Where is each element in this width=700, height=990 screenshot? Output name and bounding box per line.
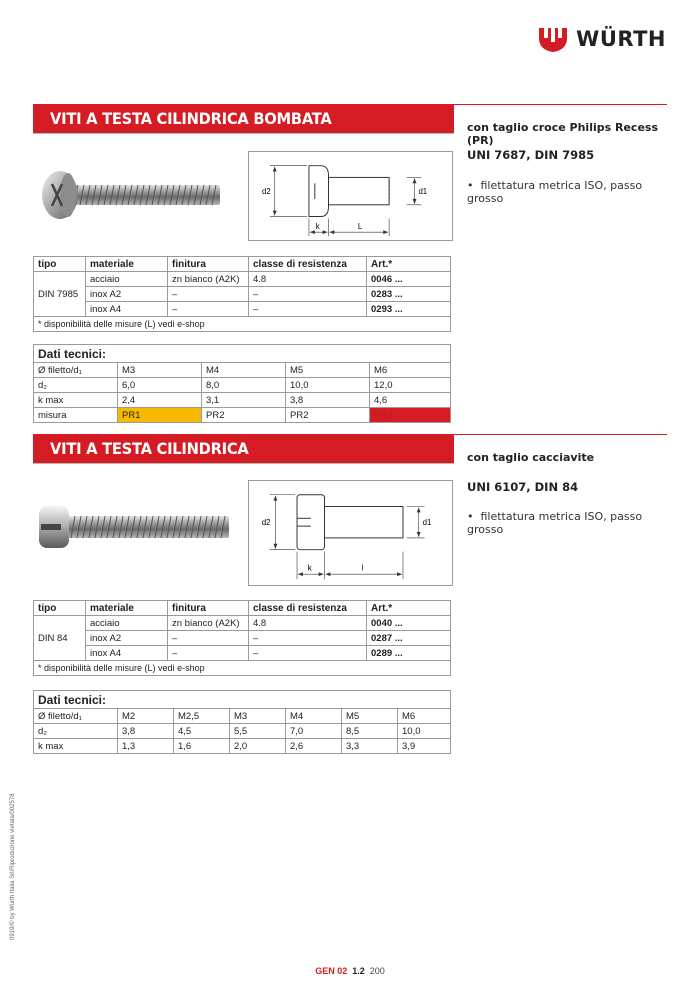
standards: UNI 7687, DIN 7985 (467, 148, 595, 162)
col-art: Art.* (367, 601, 451, 616)
table-row (34, 616, 451, 631)
subtitle: con taglio cacciavite (467, 451, 595, 464)
cell: 4,6 (370, 393, 451, 408)
cell: zn bianco (A2K) (168, 616, 249, 631)
row-label: d₂ (34, 724, 118, 739)
col-materiale: materiale (86, 257, 168, 272)
cell: – (168, 287, 249, 302)
cell: – (249, 302, 367, 317)
section-title-banner (33, 104, 454, 133)
bullet-item (467, 179, 667, 205)
col-materiale: materiale (86, 601, 168, 616)
cell: 4.8 (249, 272, 367, 287)
art-number: 0293 ... (367, 302, 451, 317)
cell: 5,5 (230, 724, 286, 739)
row-label: k max (34, 739, 118, 754)
cell: 3,8 (118, 724, 174, 739)
cell: M3 (118, 363, 202, 378)
copyright-text: 0919/© by Würth Italia Srl/Riproduzione vietata/002578 (10, 793, 16, 940)
cell: 3,8 (286, 393, 370, 408)
table-row (34, 393, 451, 408)
label-d1: d1 (418, 187, 428, 197)
art-number: 0040 ... (367, 616, 451, 631)
cell: 2,6 (286, 739, 342, 754)
cell: 6,0 (118, 378, 202, 393)
label-k: k (315, 222, 320, 232)
label-l: l (361, 563, 364, 573)
cell: – (168, 302, 249, 317)
section-title: VITI A TESTA CILINDRICA (50, 439, 249, 458)
note-row (34, 661, 451, 676)
col-tipo: tipo (34, 257, 86, 272)
cell: PR2 (286, 408, 370, 423)
cell: 3,9 (398, 739, 451, 754)
art-number: 0287 ... (367, 631, 451, 646)
cell: 1,6 (174, 739, 230, 754)
cell: zn bianco (A2K) (168, 272, 249, 287)
note-row (34, 317, 451, 332)
tipo-cell: DIN 84 (34, 616, 86, 661)
cell: 8,5 (342, 724, 398, 739)
screw-photo (35, 500, 235, 554)
bullet-text: filettatura metrica ISO, passo grosso (467, 510, 643, 536)
cell: – (249, 287, 367, 302)
table-row (34, 363, 451, 378)
col-finitura: finitura (168, 257, 249, 272)
col-finitura: finitura (168, 601, 249, 616)
screw-photo (38, 166, 228, 224)
cell: 12,0 (370, 378, 451, 393)
cell: 2,4 (118, 393, 202, 408)
cell: inox A4 (86, 646, 168, 661)
materials-table (33, 600, 451, 676)
tech-title-row (34, 691, 451, 709)
table-row (34, 378, 451, 393)
cell: acciaio (86, 616, 168, 631)
subtitle: con taglio croce Philips Recess (PR) (467, 121, 658, 147)
page-footer (0, 966, 700, 976)
label-l: L (357, 222, 363, 232)
red-rule (454, 104, 667, 105)
cell: – (249, 631, 367, 646)
cell: 4.8 (249, 616, 367, 631)
label-d2: d2 (261, 518, 271, 528)
row-label: k max (34, 393, 118, 408)
grey-rule (33, 133, 454, 134)
cell: M5 (342, 709, 398, 724)
cell: inox A2 (86, 287, 168, 302)
wurth-logo-icon (538, 24, 568, 54)
side-standards (467, 148, 594, 162)
tech-title: Dati tecnici: (34, 691, 451, 709)
cell: M4 (286, 709, 342, 724)
availability-note: * disponibilità delle misure (L) vedi e-shop (34, 317, 451, 332)
col-classe: classe di resistenza (249, 601, 367, 616)
materials-table (33, 256, 451, 332)
art-number: 0289 ... (367, 646, 451, 661)
row-label: Ø filetto/d₁ (34, 709, 118, 724)
side-info (467, 451, 594, 464)
table-row (34, 709, 451, 724)
tech-data-table (33, 344, 451, 423)
cell: M2 (118, 709, 174, 724)
tech-title: Dati tecnici: (34, 345, 451, 363)
side-info (467, 121, 667, 147)
table-row (34, 631, 451, 646)
copyright-note (10, 780, 22, 940)
availability-note: * disponibilità delle misure (L) vedi e-shop (34, 661, 451, 676)
cell: inox A4 (86, 302, 168, 317)
cell: M5 (286, 363, 370, 378)
cell: 4,5 (174, 724, 230, 739)
bullet-dot-icon: • (467, 510, 481, 523)
table-row (34, 272, 451, 287)
cell: M4 (202, 363, 286, 378)
art-number: 0046 ... (367, 272, 451, 287)
row-label: misura (34, 408, 118, 423)
table-header-row (34, 601, 451, 616)
cell: 7,0 (286, 724, 342, 739)
section-title-banner (33, 434, 454, 463)
cell: acciaio (86, 272, 168, 287)
technical-drawing (248, 151, 453, 241)
col-tipo: tipo (34, 601, 86, 616)
tech-title-row (34, 345, 451, 363)
brand-name: WÜRTH (576, 27, 666, 51)
cell: – (168, 646, 249, 661)
page-number: 200 (369, 966, 385, 976)
standards: UNI 6107, DIN 84 (467, 480, 579, 494)
table-header-row (34, 257, 451, 272)
row-label: Ø filetto/d₁ (34, 363, 118, 378)
table-row (34, 724, 451, 739)
cell: 10,0 (398, 724, 451, 739)
section-cilindrica (33, 434, 667, 764)
tipo-cell: DIN 7985 (34, 272, 86, 317)
table-row (34, 302, 451, 317)
grey-rule (33, 463, 454, 464)
cell-pr1: PR1 (118, 408, 202, 423)
cell: M3 (230, 709, 286, 724)
col-classe: classe di resistenza (249, 257, 367, 272)
row-label: d₂ (34, 378, 118, 393)
art-number: 0283 ... (367, 287, 451, 302)
label-d1: d1 (422, 518, 432, 528)
cell: 8,0 (202, 378, 286, 393)
cell: inox A2 (86, 631, 168, 646)
cell: 2,0 (230, 739, 286, 754)
cell-pr3: PR3 (370, 408, 451, 423)
red-rule (454, 434, 667, 435)
technical-drawing (248, 480, 453, 586)
label-k: k (307, 563, 312, 573)
cell: 3,3 (342, 739, 398, 754)
cell: M2,5 (174, 709, 230, 724)
bullet-item (467, 510, 667, 536)
table-row (34, 408, 451, 423)
cell: M6 (370, 363, 451, 378)
catalog-code: GEN 02 (315, 966, 348, 976)
col-art: Art.* (367, 257, 451, 272)
table-row (34, 287, 451, 302)
tech-data-table (33, 690, 451, 754)
cell: – (168, 631, 249, 646)
side-standards (467, 480, 578, 494)
section-number: 1.2 (352, 966, 365, 976)
table-row (34, 739, 451, 754)
table-row (34, 646, 451, 661)
brand-logo (538, 24, 666, 54)
cell: 1,3 (118, 739, 174, 754)
label-d2: d2 (262, 187, 271, 197)
cell: PR2 (202, 408, 286, 423)
cell: – (249, 646, 367, 661)
cell: M6 (398, 709, 451, 724)
bullet-text: filettatura metrica ISO, passo grosso (467, 179, 643, 205)
section-title: VITI A TESTA CILINDRICA BOMBATA (50, 109, 332, 128)
section-bombata (33, 104, 667, 424)
cell: 3,1 (202, 393, 286, 408)
bullet-dot-icon: • (467, 179, 481, 192)
cell: 10,0 (286, 378, 370, 393)
